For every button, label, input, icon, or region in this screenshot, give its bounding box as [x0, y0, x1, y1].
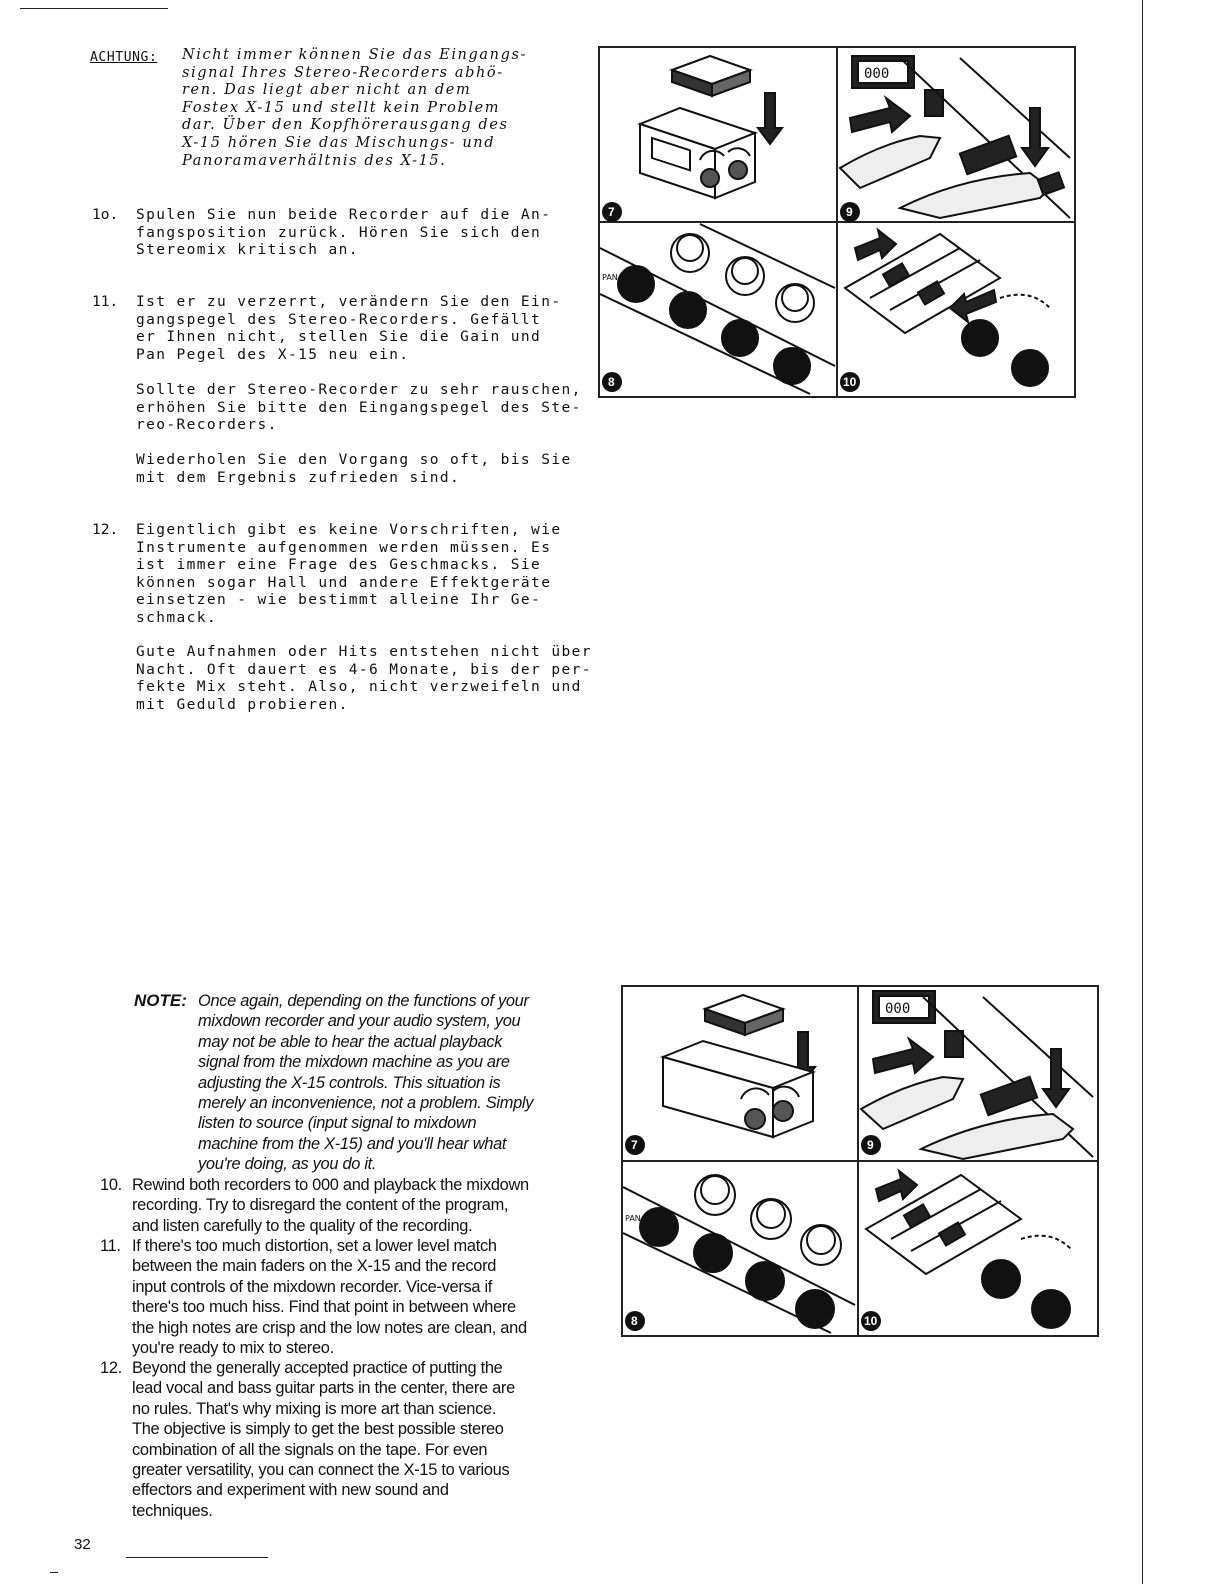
- panel-9-counter-buttons: [861, 991, 1093, 1159]
- panel-7-tape-deck: [663, 995, 815, 1137]
- text-line: mit Geduld probieren.: [136, 696, 349, 713]
- text-line: combination of all the signals on the tape. For even: [132, 1440, 488, 1459]
- text-line: techniques.: [132, 1501, 213, 1520]
- text-line: Instrumente aufgenommen werden müssen. Es: [136, 539, 552, 556]
- text-line: Gute Aufnahmen oder Hits entstehen nicht über: [136, 644, 592, 660]
- german-step-11-paragraph-2: [136, 382, 582, 435]
- achtung-text: [182, 47, 527, 170]
- badge-label: 8: [608, 375, 615, 389]
- text-line: between the main faders on the X-15 and the record: [132, 1257, 497, 1276]
- text-line: If there's too much distortion, set a lower level match: [132, 1237, 497, 1255]
- german-step-number: 12.: [92, 522, 119, 538]
- german-step-number: 1o.: [92, 207, 119, 223]
- counter-readout: 000: [885, 1001, 911, 1017]
- text-line: fangsposition zurück. Hören Sie sich den: [136, 224, 542, 241]
- text-line: recording. Try to disregard the content of the program,: [132, 1196, 509, 1215]
- text-line: fekte Mix steht. Also, nicht verzweifeln und: [136, 679, 582, 696]
- counter-readout: 000: [864, 66, 890, 82]
- grid-lines: [623, 987, 1097, 1335]
- panel-7-tape-deck: [640, 56, 782, 198]
- note-line: Once again, depending on the functions of your: [198, 992, 529, 1010]
- badge-label: 9: [846, 205, 853, 219]
- text-line: Eigentlich gibt es keine Vorschriften, wie: [136, 522, 562, 538]
- illustration-grid-bottom: [621, 985, 1099, 1337]
- english-step-number: 11.: [100, 1237, 121, 1255]
- bottom-rule: [126, 1557, 268, 1558]
- mixdown-steps-illustration: [600, 48, 1074, 396]
- text-line: you're ready to mix to stereo.: [132, 1339, 334, 1358]
- text-line: there's too much hiss. Find that point in between where: [132, 1298, 516, 1317]
- text-line: Wiederholen Sie den Vorgang so oft, bis Sie: [136, 452, 572, 468]
- achtung-line: Panoramaverhältnis des X-15.: [182, 152, 447, 169]
- badge-label: 7: [631, 1138, 638, 1152]
- note-line: machine from the X-15) and you'll hear what: [198, 1134, 507, 1153]
- english-step-number: 10.: [100, 1176, 122, 1194]
- text-line: mit dem Ergebnis zufrieden sind.: [136, 469, 461, 486]
- bottom-tick: [50, 1572, 58, 1573]
- achtung-line: signal Ihres Stereo-Recorders abhö-: [182, 64, 504, 81]
- achtung-line: X-15 hören Sie das Mischungs- und: [182, 134, 496, 151]
- text-line: einsetzen - wie bestimmt alleine Ihr Ge-: [136, 592, 542, 609]
- badge-label: 10: [843, 375, 857, 389]
- achtung-line: ren. Das liegt aber nicht an dem: [182, 82, 472, 99]
- text-line: lead vocal and bass guitar parts in the center, there are: [132, 1379, 515, 1398]
- badge-label: 8: [631, 1314, 638, 1328]
- panel-8-gain-pan-knobs: [623, 1175, 855, 1333]
- text-line: Stereomix kritisch an.: [136, 242, 359, 259]
- german-step-11-paragraph-3: [136, 452, 572, 487]
- note-line: mixdown recorder and your audio system, you: [198, 1012, 521, 1031]
- text-line: ist immer eine Frage des Geschmacks. Sie: [136, 557, 542, 574]
- german-step-12-paragraph-2: [136, 644, 592, 714]
- german-step-11-text: [136, 294, 561, 364]
- right-margin-rule: [1142, 0, 1143, 1584]
- top-rule: [20, 8, 168, 9]
- badge-label: 7: [608, 205, 615, 219]
- text-line: Rewind both recorders to 000 and playback the mixdown: [132, 1176, 529, 1194]
- note-line: merely an inconvenience, not a problem. Simply: [198, 1094, 534, 1113]
- panel-8-gain-pan-knobs: [600, 224, 835, 394]
- text-line: input controls of the mixdown recorder. Vice-versa if: [132, 1277, 493, 1296]
- pan-label: PAN: [602, 273, 618, 282]
- text-line: erhöhen Sie bitte den Eingangspegel des Ste-: [136, 399, 582, 416]
- english-step-12-text: [132, 1358, 562, 1521]
- german-step-10-text: [136, 207, 551, 260]
- note-line: listen to source (input signal to mixdown: [198, 1114, 477, 1133]
- text-line: Spulen Sie nun beide Recorder auf die An-: [136, 207, 552, 223]
- german-step-12-text: [136, 522, 561, 628]
- note-line: may not be able to hear the actual playback: [198, 1032, 503, 1051]
- note-label: NOTE:: [134, 991, 187, 1010]
- english-step-10-text: [132, 1175, 562, 1236]
- text-line: Sollte der Stereo-Recorder zu sehr rauschen,: [136, 382, 582, 398]
- note-line: adjusting the X-15 controls. This situation is: [198, 1073, 501, 1092]
- text-line: können sogar Hall und andere Effektgeräte: [136, 574, 552, 591]
- text-line: schmack.: [136, 609, 218, 626]
- pan-label: PAN: [625, 1214, 641, 1223]
- text-line: reo-Recorders.: [136, 417, 278, 434]
- note-line: you're doing, as you do it.: [198, 1155, 377, 1174]
- achtung-line: Fostex X-15 und stellt kein Problem: [182, 99, 501, 116]
- german-step-number: 11.: [92, 294, 119, 310]
- text-line: Beyond the generally accepted practice of putting the: [132, 1359, 503, 1377]
- page-number: 32: [74, 1536, 91, 1553]
- achtung-label: ACHTUNG:: [90, 50, 158, 65]
- text-line: the high notes are crisp and the low notes are clean, and: [132, 1318, 527, 1337]
- text-line: greater versatility, you can connect the X-15 to various: [132, 1461, 510, 1480]
- text-line: no rules. That's why mixing is more art than science.: [132, 1399, 497, 1418]
- badge-label: 9: [867, 1138, 874, 1152]
- panel-10-faders: [866, 1171, 1071, 1328]
- achtung-line: dar. Über den Kopfhörerausgang des: [182, 117, 509, 134]
- text-line: Nacht. Oft dauert es 4-6 Monate, bis der per-: [136, 661, 592, 678]
- badge-label: 10: [864, 1314, 878, 1328]
- panel-10-faders: [845, 230, 1050, 386]
- english-step-number: 12.: [100, 1359, 122, 1377]
- note-text: [198, 991, 562, 1175]
- panel-9-counter-buttons: [840, 56, 1070, 218]
- english-step-11-text: [132, 1236, 562, 1358]
- text-line: Ist er zu verzerrt, verändern Sie den Ein-: [136, 294, 562, 310]
- illustration-grid-top: [598, 46, 1076, 398]
- achtung-line: Nicht immer können Sie das Eingangs-: [182, 47, 527, 63]
- text-line: Pan Pegel des X-15 neu ein.: [136, 346, 410, 363]
- text-line: effectors and experiment with new sound and: [132, 1481, 449, 1500]
- note-line: signal from the mixdown machine as you are: [198, 1053, 510, 1072]
- text-line: The objective is simply to get the best possible stereo: [132, 1420, 504, 1439]
- grid-lines: [600, 48, 1074, 396]
- text-line: and listen carefully to the quality of the recording.: [132, 1216, 473, 1235]
- mixdown-steps-illustration: [623, 987, 1097, 1335]
- text-line: gangspegel des Stereo-Recorders. Gefällt: [136, 311, 542, 328]
- text-line: er Ihnen nicht, stellen Sie die Gain und: [136, 329, 542, 346]
